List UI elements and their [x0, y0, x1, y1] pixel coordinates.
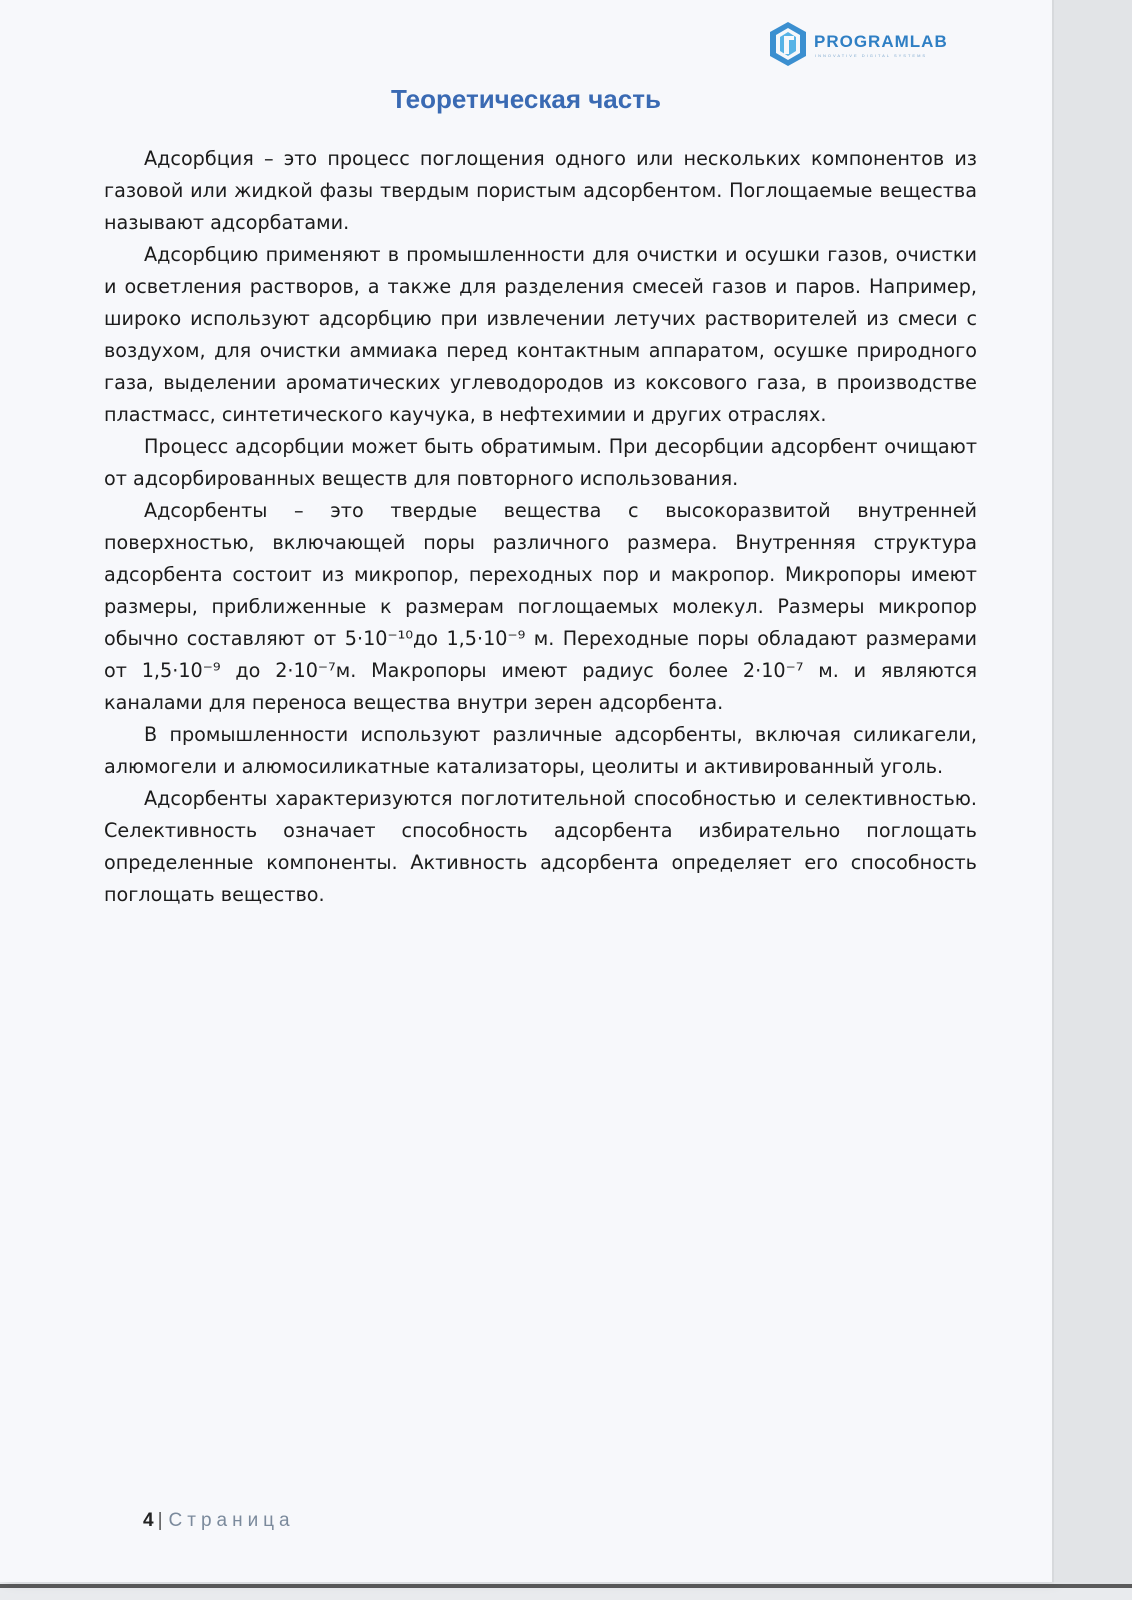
page-number: 4	[143, 1510, 154, 1531]
brand-tagline: INNOVATIVE DIGITAL SYSTEMS	[815, 53, 928, 58]
scan-gutter	[1054, 0, 1132, 1584]
programlab-logo	[768, 20, 968, 70]
paragraph: Адсорбенты характеризуются поглотительной способностью и селективностью. Селективность означает способность адсорбента избирательно поглощать определенные компоненты. Активность адсорбента определяет его способность поглощать вещество.	[104, 787, 977, 906]
scan-edge	[0, 1584, 1132, 1588]
paragraph: Адсорбцию применяют в промышленности для очистки и осушки газов, очистки и осветления растворов, а также для разделения смесей газов и паров. Например, широко используют адсорбцию при извлечении летучих растворителей из смеси с воздухом, для очистки аммиака перед контактным аппаратом, осушке природного газа, выделении ароматических углеводородов из коксового газа, в производстве пластмасс, синтетического каучука, в нефтехимии и других отраслях.	[104, 243, 977, 426]
footer-separator: |	[157, 1510, 163, 1531]
programlab-logo-icon	[768, 20, 808, 68]
brand-name: PROGRAMLAB	[814, 32, 948, 51]
paragraph: Адсорбенты – это твердые вещества с высокоразвитой внутренней поверхностью, включающей поры различного размера. Внутренняя структура адсорбента состоит из микропор, переходных пор и макропор. Микропоры имеют размеры, приближенные к размерам поглощаемых молекул. Размеры микропор обычно составляют от 5·10⁻¹⁰до 1,5·10⁻⁹ м. Переходные поры обладают размерами от 1,5·10⁻⁹ до 2·10⁻⁷м. Макропоры имеют радиус более 2·10⁻⁷ м. и являются каналами для переноса вещества внутри зерен адсорбента.	[104, 499, 977, 714]
paragraph: Процесс адсорбции может быть обратимым. При десорбции адсорбент очищают от адсорбированных веществ для повторного использования.	[104, 435, 977, 490]
page-label: Страница	[168, 1510, 295, 1531]
page-title: Теоретическая часть	[391, 84, 661, 114]
page-footer	[143, 1510, 295, 1532]
paragraph: В промышленности используют различные адсорбенты, включая силикагели, алюмогели и алюмосиликатные катализаторы, цеолиты и активированный уголь.	[104, 723, 977, 778]
paragraph: Адсорбция – это процесс поглощения одного или нескольких компонентов из газовой или жидкой фазы твердым пористым адсорбентом. Поглощаемые вещества называют адсорбатами.	[104, 147, 977, 234]
body-text	[104, 143, 977, 911]
